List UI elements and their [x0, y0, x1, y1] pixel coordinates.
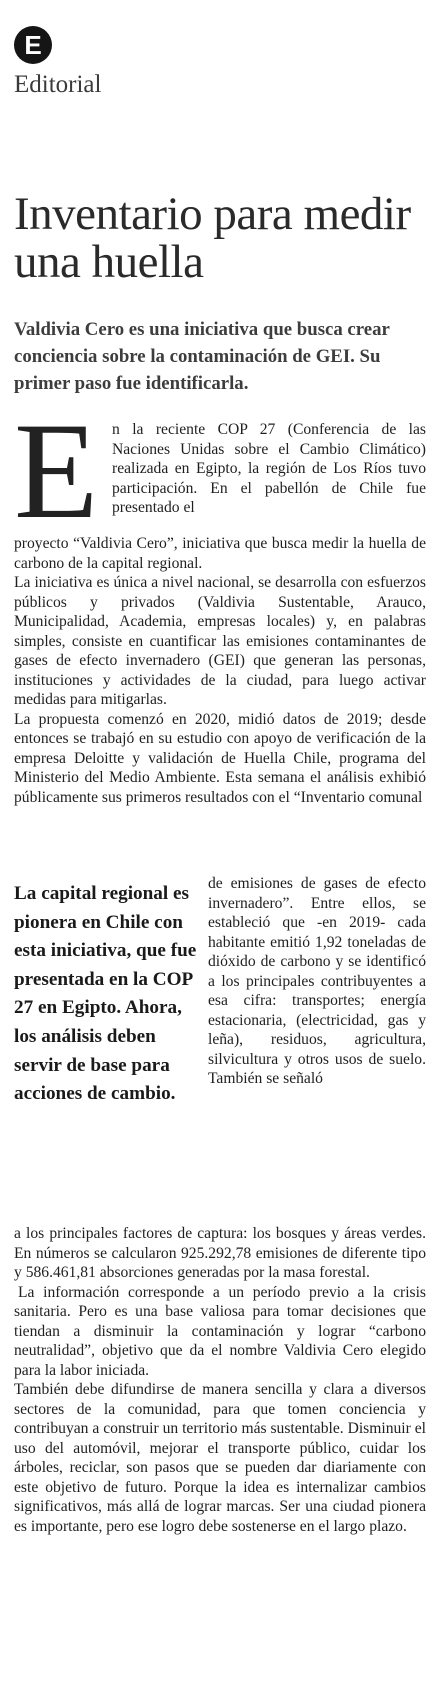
body-paragraph-1-intro: n la reciente COP 27 (Conferencia de las Naciones Unidas sobre el Cambio Climático) realizada en Egipto, la región de Los Ríos tuvo participación. En el pabellón de Chile fue presentado el — [112, 421, 426, 516]
deck-subtitle: Valdivia Cero es una iniciativa que busca crear conciencia sobre la contaminación de GEI. Su primer paso fue identificarla. — [14, 319, 390, 394]
headline: Inventario para medir una huella — [14, 188, 411, 288]
body-block-2 — [14, 534, 426, 807]
editorial-logo: E — [14, 26, 52, 64]
body-paragraph-3: La propuesta comenzó en 2020, midió datos de 2019; desde entonces se trabajó en su estudio con apoyo de verificación de la empresa Deloitte y validación de Huella Chile, programa del Ministerio del Medio Ambiente. Esta semana el análisis exhibió públicamente sus primeros resultados con el “Inventario comunal — [14, 710, 426, 806]
body-paragraph-4: La información corresponde a un período previo a la crisis sanitaria. Pero es una base valiosa para tomar decisiones que tiendan a disminuir la contaminación y lograr “carbono neutralidad”, objetivo que da el nombre Valdivia Cero elegido para la labor iniciada. — [14, 1283, 426, 1379]
body-block-3 — [14, 1224, 426, 1536]
body-paragraph-5: También debe difundirse de manera sencilla y clara a diversos sectores de la comunidad, para que tomen conciencia y contribuyan a construir un territorio más sustentable. Disminuir el uso del automóvil, mejorar el transporte público, cuidar los árboles, reciclar, son pasos que se pueden dar diariamente con este objetivo de futuro. Porque la idea es internalizar cambios significativos, más allá de lograr marcas. Ser una ciudad pionera es importante, pero ese logro debe sostenerse en el largo plazo. — [14, 1381, 426, 1535]
body-paragraph-2: La iniciativa es única a nivel nacional, se desarrolla con esfuerzos públicos y privados (Valdivia Sustentable, Arauco, Municipalidad, Academia, empresas locales) y, en palabras simples, consiste en cuantificar las emisiones contaminantes de gases de efecto invernadero (GEI) que generan las personas, instituciones y actividades de la ciudad, para luego activar medidas para mitigarlas. — [14, 574, 426, 708]
body-paragraph-1-continued: proyecto “Valdivia Cero”, iniciativa que busca medir la huella de carbono de la capital regional. — [14, 535, 426, 572]
body-paragraph-3-tail: a los principales factores de captura: los bosques y áreas verdes. En números se calcularon 925.292,78 emisiones de diferente tipo y 586.461,81 absorciones generadas por la masa forestal. — [14, 1225, 426, 1281]
section-label: Editorial — [14, 71, 102, 98]
pull-quote: La capital regional es pionera en Chile con esta iniciativa, que fue presentada en la COP 27 en Egipto. Ahora, los análisis deben servir de base para acciones de cambio. — [14, 883, 197, 1105]
drop-cap: E — [14, 416, 99, 532]
body-paragraph-3-column: de emisiones de gases de efecto invernadero”. Entre ellos, se estableció que -en 2019- cada habitante emitió 1,92 toneladas de dióxido de carbono y se identificó a los principales contribuyentes a esa cifra: transportes; energía estacionaria, (electricidad, gas y leña), residuos, agricultura, silvicultura y otros usos de suelo. También se señaló — [208, 875, 426, 1087]
